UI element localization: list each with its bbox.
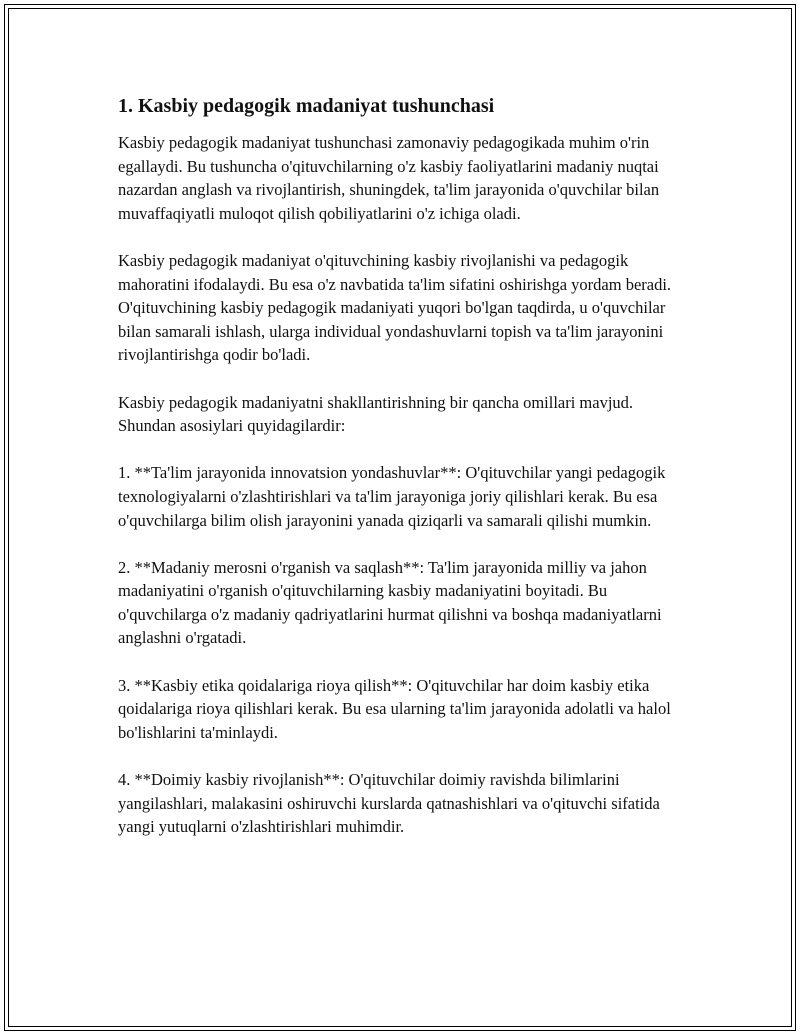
list-item-development: 4. **Doimiy kasbiy rivojlanish**: O'qituvchilar doimiy ravishda bilimlarini yangilashlari, malakasini oshiruvchi kurslarda qatnashishlari va o'qituvchi sifatida yangi yutuqlarni o'zlashtirishlari muhimdir. <box>118 770 660 837</box>
paragraph-development: Kasbiy pedagogik madaniyat o'qituvchining kasbiy rivojlanishi va pedagogik mahoratini ifodalaydi. Bu esa o'z navbatida ta'lim sifatini oshirishga yordam beradi. O'qituvchining kasbiy pedagogik madaniyati yuqori bo'lgan taqdirda, u o'quvchilar bilan samarali ishlash, ularga individual yondashuvlarni topish va ta'lim jarayonini rivojlantirishga qodir bo'ladi. <box>118 250 672 365</box>
paragraph-factors: Kasbiy pedagogik madaniyatni shakllantirishning bir qancha omillari mavjud. Shundan asosiylari quyidagilardir: <box>118 392 634 436</box>
document-body <box>118 92 684 862</box>
list-item-heritage: 2. **Madaniy merosni o'rganish va saqlash**: Ta'lim jarayonida milliy va jahon madaniyatini o'rganish o'qituvchilarning kasbiy madaniyatini boyitadi. Bu o'quvchilarga o'z madaniy qadriyatlarini hurmat qilishni va boshqa madaniyatlarni anglashni o'rgatadi. <box>118 557 662 648</box>
section-heading: 1. Kasbiy pedagogik madaniyat tushunchasi <box>118 95 495 117</box>
paragraph-intro: Kasbiy pedagogik madaniyat tushunchasi zamonaviy pedagogikada muhim o'rin egallaydi. Bu tushuncha o'qituvchilarning o'z kasbiy faoliyatlarini madaniy nuqtai nazardan anglash va rivojlantirish, shuningdek, ta'lim jarayonida o'quvchilar bilan muvaffaqiyatli muloqot qilish qobiliyatlarini o'z ichiga oladi. <box>118 133 660 223</box>
list-item-ethics: 3. **Kasbiy etika qoidalariga rioya qilish**: O'qituvchilar har doim kasbiy etika qoidalariga rioya qilishlari kerak. Bu esa ularning ta'lim jarayonida adolatli va halol bo'lishlarini ta'minlaydi. <box>118 675 671 742</box>
list-item-innovation: 1. **Ta'lim jarayonida innovatsion yondashuvlar**: O'qituvchilar yangi pedagogik texnologiyalarni o'zlashtirishlari va ta'lim jarayoniga joriy qilishlari kerak. Bu esa o'quvchilarga bilim olish jarayonini yanada qiziqarli va samarali qilishi mumkin. <box>118 463 666 530</box>
